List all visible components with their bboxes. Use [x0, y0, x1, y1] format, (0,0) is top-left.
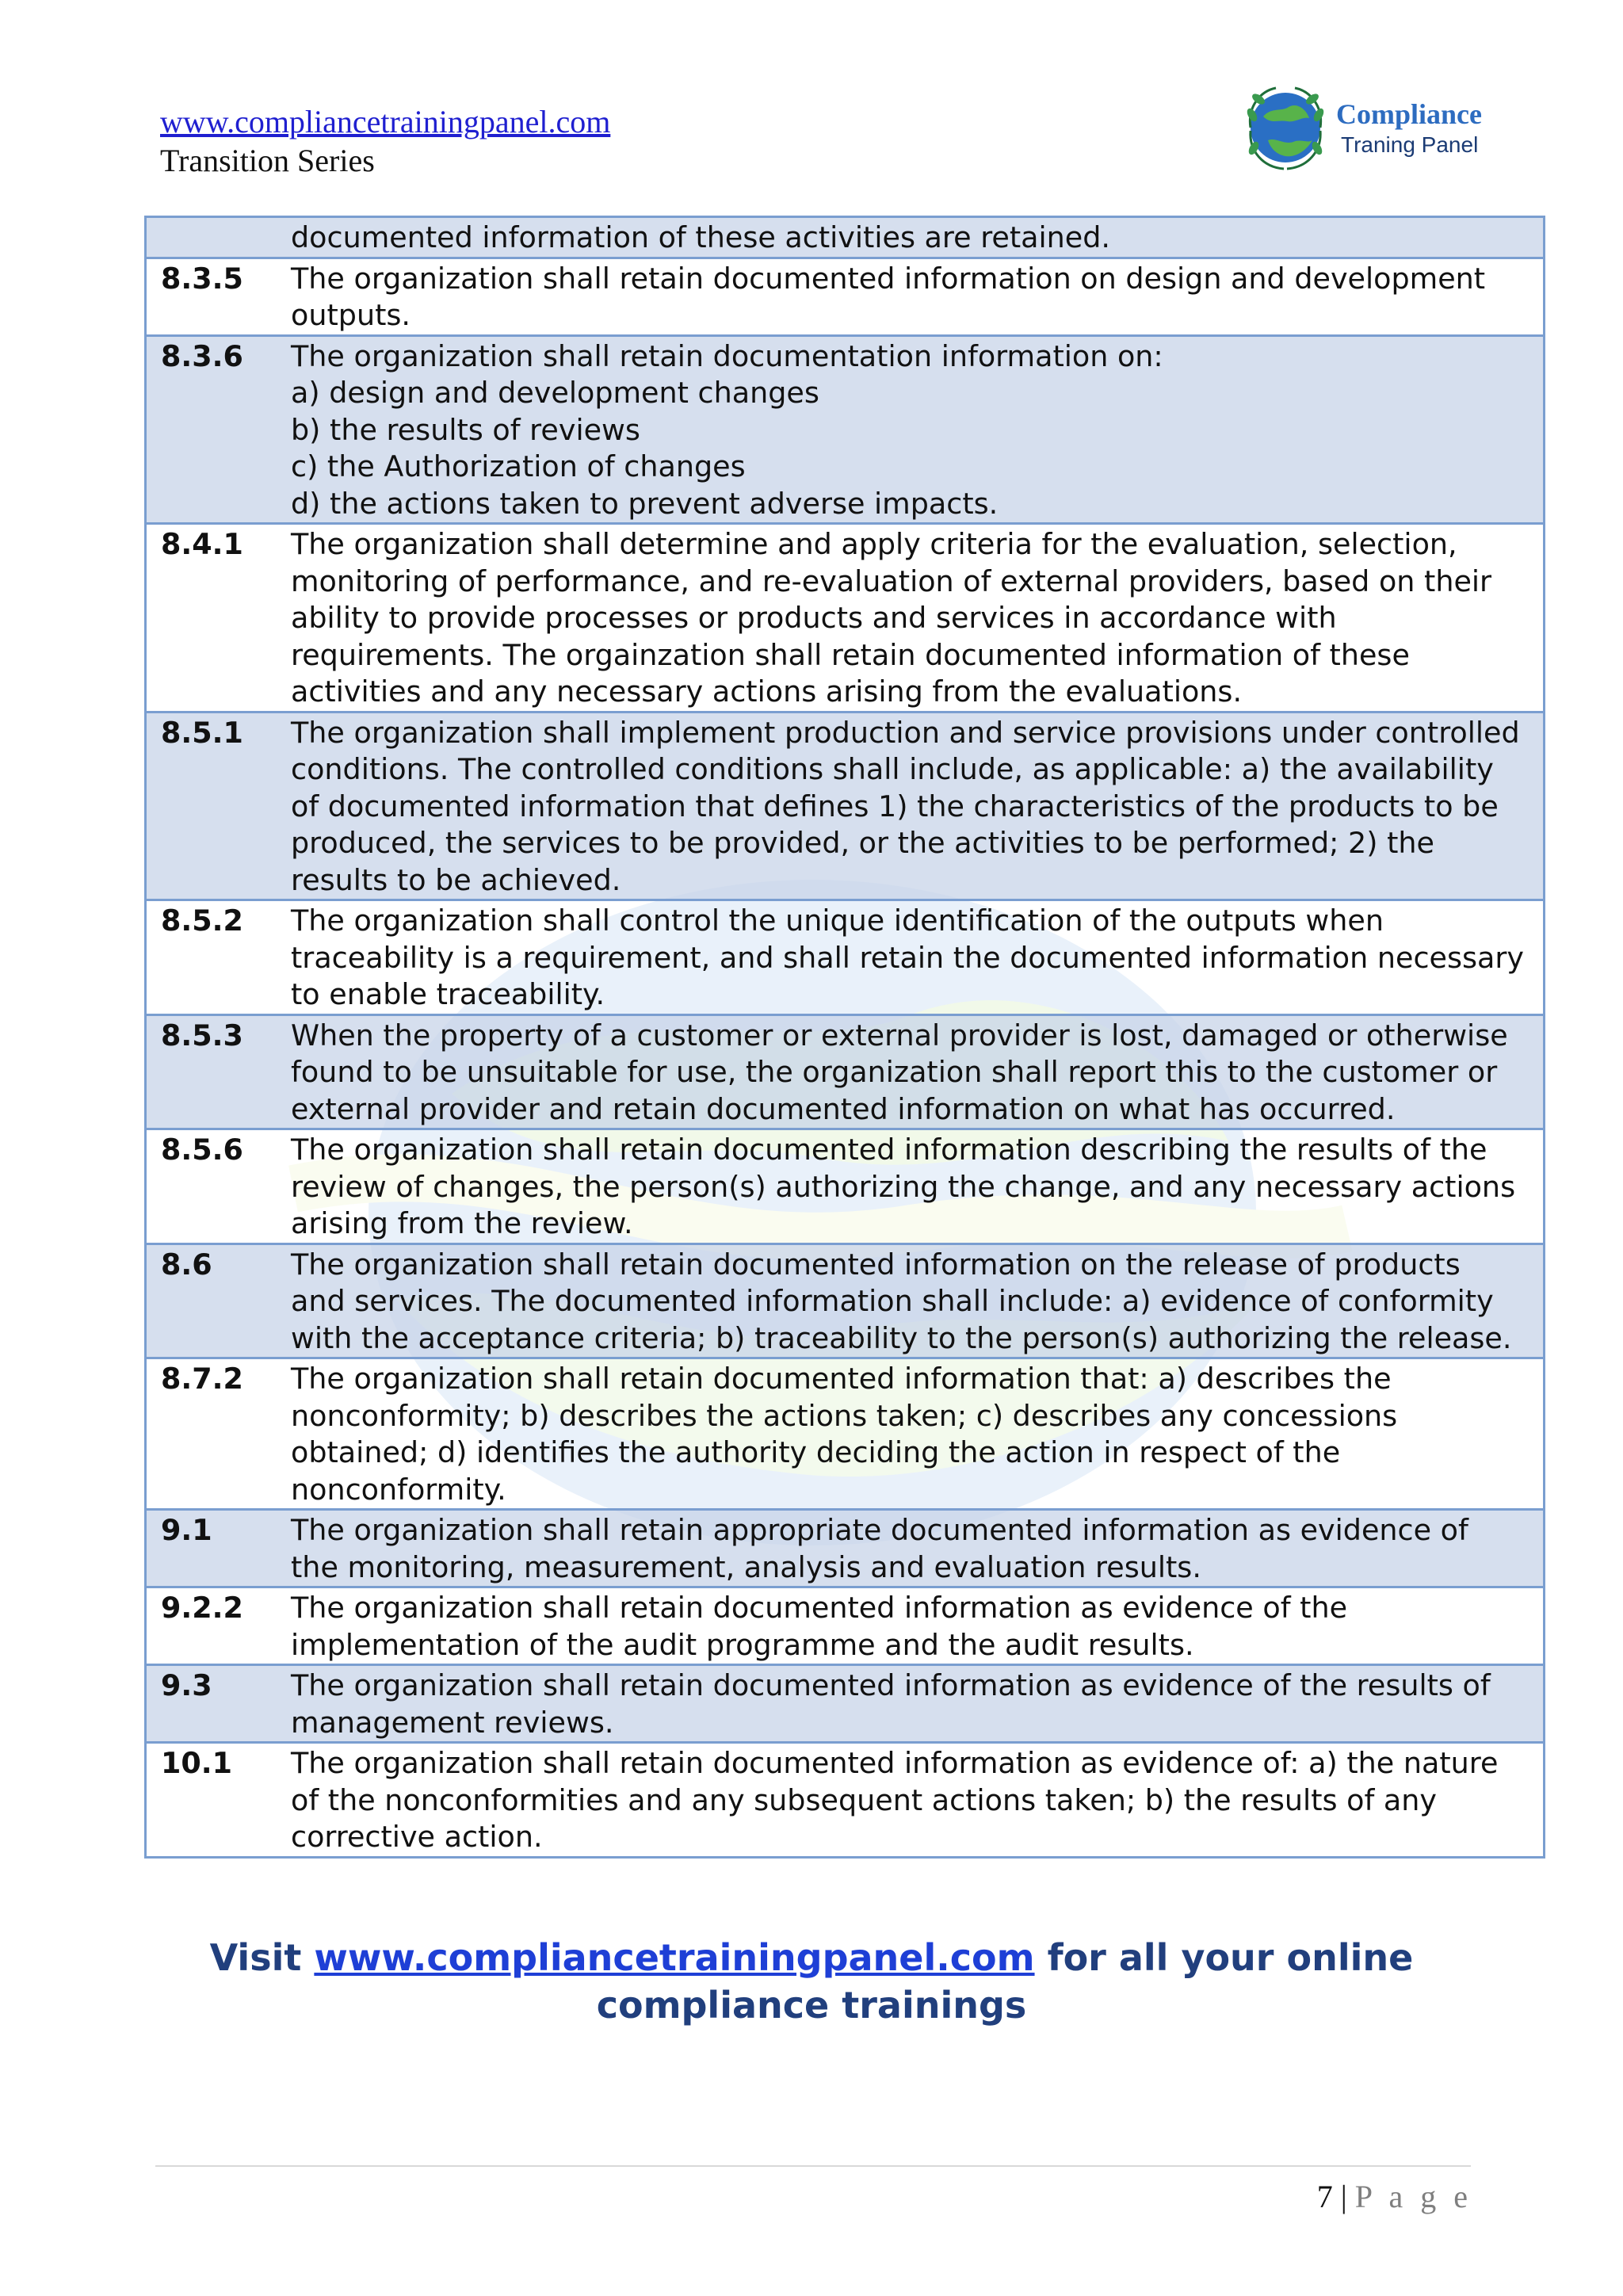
table-row [146, 1665, 1545, 1743]
requirement-line: of documented information that defines 1) the characteristics of the products to be [291, 789, 1499, 823]
table-row [146, 1014, 1545, 1129]
clause-number: 8.5.3 [146, 1014, 292, 1129]
clause-number: 8.3.5 [146, 258, 292, 335]
table-row [146, 1129, 1545, 1244]
requirement-line: The organization shall retain documented information on design and development [291, 261, 1486, 296]
cta-line-2: compliance trainings [596, 1984, 1027, 2027]
requirement-line: traceability is a requirement, and shall retain the documented information necessary [291, 940, 1524, 975]
requirement-line: nonconformity; b) describes the actions taken; c) describes any concessions [291, 1398, 1398, 1433]
requirement-line: nonconformity. [291, 1472, 506, 1507]
requirement-line: The organization shall retain documented information as evidence of the results of [291, 1668, 1491, 1702]
table-row [146, 1510, 1545, 1587]
requirement-line: The organization shall control the unique identification of the outputs when [291, 904, 1384, 938]
call-to-action [0, 1934, 1623, 2029]
requirement-line: external provider and retain documented information on what has occurred. [291, 1091, 1396, 1126]
requirement-text [291, 1743, 1545, 1858]
logo-title: Compliance [1336, 98, 1482, 130]
page-header [160, 103, 610, 181]
requirement-text [291, 900, 1545, 1015]
requirement-text [291, 1587, 1545, 1665]
requirement-line: arising from the review. [291, 1206, 633, 1240]
documented-information-table [144, 216, 1545, 1859]
requirement-line: implementation of the audit programme and the audit results. [291, 1627, 1194, 1662]
globe-logo-icon [1236, 75, 1339, 178]
company-logo [1236, 75, 1506, 186]
requirement-line: The organization shall implement production and service provisions under controlled [291, 715, 1520, 750]
page-footer [1317, 2178, 1472, 2215]
clause-number: 9.2.2 [146, 1587, 292, 1665]
clause-number: 8.5.6 [146, 1129, 292, 1244]
requirement-line: c) the Authorization of changes [291, 449, 746, 483]
requirement-line: d) the actions taken to prevent adverse impacts. [291, 486, 999, 521]
table-row [146, 1587, 1545, 1665]
requirement-line: The organization shall retain documented information that: a) describes the [291, 1362, 1392, 1396]
requirement-line: The organization shall retain documented information as evidence of: a) the nature [291, 1746, 1499, 1780]
requirement-line: ability to provide processes or products and services in accordance with [291, 601, 1337, 635]
table-row [146, 900, 1545, 1015]
requirement-line: found to be unsuitable for use, the organization shall report this to the customer or [291, 1055, 1498, 1089]
requirement-line: The organization shall determine and apply criteria for the evaluation, selection, [291, 527, 1457, 561]
requirement-line: activities and any necessary actions arising from the evaluations. [291, 674, 1243, 709]
footer-divider [155, 2165, 1471, 2167]
requirement-line: outputs. [291, 298, 411, 332]
requirement-line: The organization shall retain appropriate documented information as evidence of [291, 1513, 1468, 1547]
clause-number: 10.1 [146, 1743, 292, 1858]
clause-number: 9.1 [146, 1510, 292, 1587]
requirement-line: The organization shall retain documentation information on: [291, 338, 1163, 373]
page-label: P a g e [1354, 2179, 1472, 2214]
page-number: 7 [1316, 2179, 1333, 2214]
requirement-line: review of changes, the person(s) authorizing the change, and any necessary actions [291, 1169, 1516, 1204]
requirement-line: documented information of these activities are retained. [291, 220, 1111, 254]
requirement-text [291, 1014, 1545, 1129]
clause-number: 8.3.6 [146, 335, 292, 524]
requirement-line: and services. The documented information shall include: a) evidence of conformity [291, 1284, 1494, 1318]
requirement-line: obtained; d) identifies the authority deciding the action in respect of the [291, 1435, 1341, 1469]
requirement-line: a) design and development changes [291, 376, 819, 410]
clause-number: 8.6 [146, 1244, 292, 1358]
clause-number [146, 217, 292, 258]
header-series-title: Transition Series [160, 143, 375, 178]
table-row [146, 335, 1545, 524]
table-row [146, 1244, 1545, 1358]
requirement-text [291, 1244, 1545, 1358]
page-separator: | [1340, 2179, 1347, 2214]
table-row [146, 1743, 1545, 1858]
requirement-line: The organization shall retain documented information as evidence of the [291, 1591, 1348, 1625]
logo-subtitle: Traning Panel [1341, 132, 1479, 157]
clause-number: 8.5.2 [146, 900, 292, 1015]
cta-prefix: Visit [209, 1936, 302, 1979]
requirement-text [291, 1665, 1545, 1743]
requirement-line: requirements. The orgainzation shall retain documented information of these [291, 637, 1410, 672]
clause-number: 8.5.1 [146, 712, 292, 900]
cta-website-link[interactable]: www.compliancetrainingpanel.com [314, 1936, 1035, 1979]
requirement-text [291, 1129, 1545, 1244]
requirement-line: The organization shall retain documented information describing the results of the [291, 1133, 1487, 1167]
table-row [146, 524, 1545, 712]
requirement-line: with the acceptance criteria; b) traceability to the person(s) authorizing the release. [291, 1320, 1512, 1355]
clause-number: 8.4.1 [146, 524, 292, 712]
requirement-text [291, 258, 1545, 335]
requirement-line: conditions. The controlled conditions shall include, as applicable: a) the availability [291, 752, 1494, 786]
requirement-line: The organization shall retain documented information on the release of products [291, 1247, 1461, 1282]
clause-number: 9.3 [146, 1665, 292, 1743]
table-row [146, 712, 1545, 900]
requirement-line: produced, the services to be provided, or the activities to be performed; 2) the [291, 826, 1434, 860]
requirement-line: the monitoring, measurement, analysis and evaluation results. [291, 1549, 1201, 1584]
cta-line-1 [0, 1934, 1623, 1981]
requirement-text [291, 524, 1545, 712]
requirement-line: management reviews. [291, 1705, 614, 1740]
requirement-line: When the property of a customer or external provider is lost, damaged or otherwise [291, 1018, 1508, 1052]
requirement-line: b) the results of reviews [291, 412, 640, 447]
requirement-line: to enable traceability. [291, 977, 605, 1011]
requirement-text [291, 1510, 1545, 1587]
table-row [146, 258, 1545, 335]
requirement-line: of the nonconformities and any subsequent actions taken; b) the results of any [291, 1782, 1438, 1817]
requirement-line: monitoring of performance, and re-evaluation of external providers, based on their [291, 563, 1492, 598]
requirement-line: results to be achieved. [291, 862, 621, 897]
header-website-link[interactable]: www.compliancetrainingpanel.com [160, 104, 611, 139]
requirement-text [291, 335, 1545, 524]
table-row [146, 1358, 1545, 1510]
requirement-text [291, 712, 1545, 900]
requirement-line: corrective action. [291, 1820, 543, 1854]
requirement-text [291, 217, 1545, 258]
requirement-text [291, 1358, 1545, 1510]
clause-number: 8.7.2 [146, 1358, 292, 1510]
table-row [146, 217, 1545, 258]
cta-suffix: for all your online [1047, 1936, 1414, 1979]
